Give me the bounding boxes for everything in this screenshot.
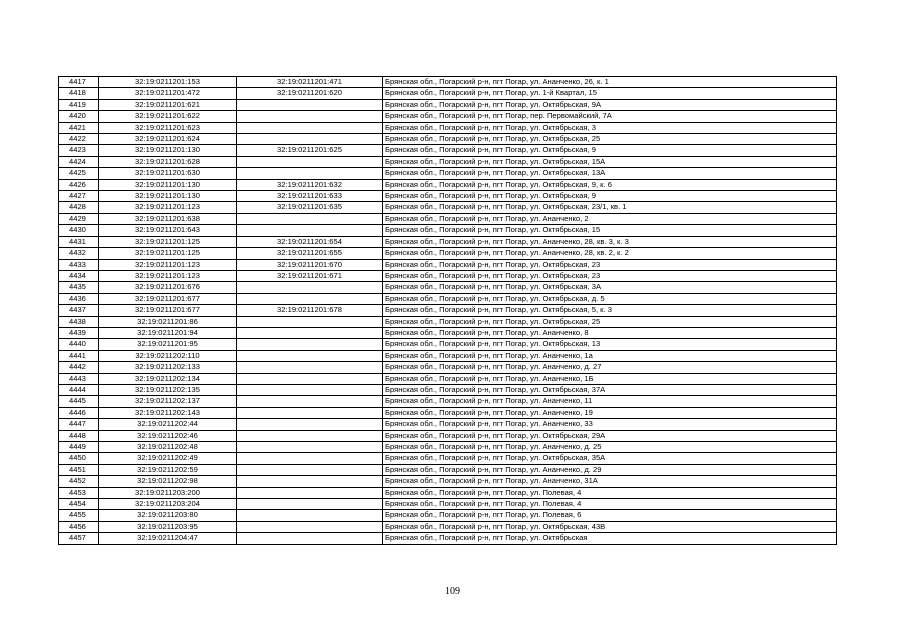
- cadastral-number-cell: 32:19:0211202:110: [99, 350, 237, 361]
- table-row: [59, 327, 837, 338]
- table-row: [59, 499, 837, 510]
- row-number-cell: 4433: [59, 259, 99, 270]
- address-cell: Брянская обл., Погарский р-н, пгт Погар, пер. Первомайский, 7А: [383, 111, 837, 122]
- linked-cadastral-number-cell: 32:19:0211201:670: [237, 259, 383, 270]
- table-row: [59, 248, 837, 259]
- table-row: [59, 202, 837, 213]
- registry-table: [58, 76, 837, 545]
- page-number: 109: [445, 586, 460, 597]
- cadastral-number-cell: 32:19:0211202:48: [99, 442, 237, 453]
- address-cell: Брянская обл., Погарский р-н, пгт Погар, ул. Октябрьская, 9: [383, 145, 837, 156]
- linked-cadastral-number-cell: [237, 407, 383, 418]
- table-row: [59, 407, 837, 418]
- address-cell: Брянская обл., Погарский р-н, пгт Погар, ул. Октябрьская, 15А: [383, 156, 837, 167]
- row-number-cell: 4424: [59, 156, 99, 167]
- address-cell: Брянская обл., Погарский р-н, пгт Погар, ул. Ананченко, 28, кв. 2, к. 2: [383, 248, 837, 259]
- cadastral-number-cell: 32:19:0211202:59: [99, 464, 237, 475]
- cadastral-number-cell: 32:19:0211201:95: [99, 339, 237, 350]
- table-row: [59, 419, 837, 430]
- linked-cadastral-number-cell: 32:19:0211201:625: [237, 145, 383, 156]
- row-number-cell: 4455: [59, 510, 99, 521]
- cadastral-number-cell: 32:19:0211201:123: [99, 259, 237, 270]
- row-number-cell: 4417: [59, 77, 99, 88]
- row-number-cell: 4441: [59, 350, 99, 361]
- address-cell: Брянская обл., Погарский р-н, пгт Погар, ул. 1-й Квартал, 15: [383, 88, 837, 99]
- table-row: [59, 99, 837, 110]
- cadastral-number-cell: 32:19:0211201:130: [99, 191, 237, 202]
- cadastral-number-cell: 32:19:0211201:472: [99, 88, 237, 99]
- cadastral-number-cell: 32:19:0211201:123: [99, 270, 237, 281]
- linked-cadastral-number-cell: [237, 419, 383, 430]
- linked-cadastral-number-cell: [237, 293, 383, 304]
- linked-cadastral-number-cell: 32:19:0211201:633: [237, 191, 383, 202]
- linked-cadastral-number-cell: [237, 384, 383, 395]
- table-row: [59, 270, 837, 281]
- table-row: [59, 122, 837, 133]
- cadastral-number-cell: 32:19:0211203:200: [99, 487, 237, 498]
- cadastral-number-cell: 32:19:0211201:153: [99, 77, 237, 88]
- row-number-cell: 4419: [59, 99, 99, 110]
- row-number-cell: 4440: [59, 339, 99, 350]
- address-cell: Брянская обл., Погарский р-н, пгт Погар, ул. Ананченко, д. 25: [383, 442, 837, 453]
- table-row: [59, 236, 837, 247]
- row-number-cell: 4453: [59, 487, 99, 498]
- linked-cadastral-number-cell: [237, 430, 383, 441]
- linked-cadastral-number-cell: [237, 99, 383, 110]
- cadastral-number-cell: 32:19:0211203:80: [99, 510, 237, 521]
- cadastral-number-cell: 32:19:0211201:624: [99, 134, 237, 145]
- linked-cadastral-number-cell: 32:19:0211201:632: [237, 179, 383, 190]
- address-cell: Брянская обл., Погарский р-н, пгт Погар, ул. Ананченко, 2: [383, 213, 837, 224]
- address-cell: Брянская обл., Погарский р-н, пгт Погар, ул. Октябрьская, 15: [383, 225, 837, 236]
- linked-cadastral-number-cell: [237, 225, 383, 236]
- linked-cadastral-number-cell: [237, 487, 383, 498]
- table-row: [59, 521, 837, 532]
- table-row: [59, 134, 837, 145]
- linked-cadastral-number-cell: 32:19:0211201:671: [237, 270, 383, 281]
- table-row: [59, 373, 837, 384]
- table-row: [59, 442, 837, 453]
- address-cell: Брянская обл., Погарский р-н, пгт Погар, ул. Ананченко, 31А: [383, 476, 837, 487]
- linked-cadastral-number-cell: 32:19:0211201:654: [237, 236, 383, 247]
- table-row: [59, 145, 837, 156]
- address-cell: Брянская обл., Погарский р-н, пгт Погар, ул. Октябрьская, 3А: [383, 282, 837, 293]
- row-number-cell: 4444: [59, 384, 99, 395]
- address-cell: Брянская обл., Погарский р-н, пгт Погар, ул. Октябрьская, 3: [383, 122, 837, 133]
- table-row: [59, 282, 837, 293]
- linked-cadastral-number-cell: [237, 499, 383, 510]
- row-number-cell: 4447: [59, 419, 99, 430]
- table-row: [59, 476, 837, 487]
- address-cell: Брянская обл., Погарский р-н, пгт Погар, ул. Полевая, 6: [383, 510, 837, 521]
- row-number-cell: 4439: [59, 327, 99, 338]
- row-number-cell: 4445: [59, 396, 99, 407]
- cadastral-number-cell: 32:19:0211201:677: [99, 293, 237, 304]
- linked-cadastral-number-cell: 32:19:0211201:678: [237, 305, 383, 316]
- row-number-cell: 4418: [59, 88, 99, 99]
- table-row: [59, 293, 837, 304]
- table-row: [59, 305, 837, 316]
- linked-cadastral-number-cell: [237, 453, 383, 464]
- row-number-cell: 4450: [59, 453, 99, 464]
- table-row: [59, 430, 837, 441]
- table-row: [59, 384, 837, 395]
- row-number-cell: 4429: [59, 213, 99, 224]
- address-cell: Брянская обл., Погарский р-н, пгт Погар, ул. Октябрьская, д. 5: [383, 293, 837, 304]
- linked-cadastral-number-cell: [237, 464, 383, 475]
- row-number-cell: 4454: [59, 499, 99, 510]
- linked-cadastral-number-cell: [237, 442, 383, 453]
- cadastral-number-cell: 32:19:0211201:123: [99, 202, 237, 213]
- linked-cadastral-number-cell: [237, 350, 383, 361]
- address-cell: Брянская обл., Погарский р-н, пгт Погар, ул. Ананченко, 8: [383, 327, 837, 338]
- address-cell: Брянская обл., Погарский р-н, пгт Погар, ул. Октябрьская, 35А: [383, 453, 837, 464]
- table-row: [59, 316, 837, 327]
- address-cell: Брянская обл., Погарский р-н, пгт Погар, ул. Октябрьская, 13А: [383, 168, 837, 179]
- cadastral-number-cell: 32:19:0211202:46: [99, 430, 237, 441]
- row-number-cell: 4435: [59, 282, 99, 293]
- row-number-cell: 4434: [59, 270, 99, 281]
- row-number-cell: 4432: [59, 248, 99, 259]
- address-cell: Брянская обл., Погарский р-н, пгт Погар, ул. Октябрьская, 9: [383, 191, 837, 202]
- row-number-cell: 4427: [59, 191, 99, 202]
- cadastral-number-cell: 32:19:0211201:676: [99, 282, 237, 293]
- cadastral-number-cell: 32:19:0211202:133: [99, 362, 237, 373]
- linked-cadastral-number-cell: [237, 316, 383, 327]
- row-number-cell: 4436: [59, 293, 99, 304]
- cadastral-number-cell: 32:19:0211201:621: [99, 99, 237, 110]
- address-cell: Брянская обл., Погарский р-н, пгт Погар, ул. Октябрьская, 25: [383, 134, 837, 145]
- address-cell: Брянская обл., Погарский р-н, пгт Погар, ул. Октябрьская, 9, к. 6: [383, 179, 837, 190]
- cadastral-number-cell: 32:19:0211201:643: [99, 225, 237, 236]
- linked-cadastral-number-cell: [237, 213, 383, 224]
- address-cell: Брянская обл., Погарский р-н, пгт Погар, ул. Ананченко, 1Б: [383, 373, 837, 384]
- row-number-cell: 4437: [59, 305, 99, 316]
- cadastral-number-cell: 32:19:0211201:677: [99, 305, 237, 316]
- table-row: [59, 259, 837, 270]
- linked-cadastral-number-cell: [237, 373, 383, 384]
- address-cell: Брянская обл., Погарский р-н, пгт Погар, ул. Полевая, 4: [383, 499, 837, 510]
- table-row: [59, 225, 837, 236]
- address-cell: Брянская обл., Погарский р-н, пгт Погар, ул. Ананченко, 11: [383, 396, 837, 407]
- cadastral-number-cell: 32:19:0211204:47: [99, 533, 237, 544]
- address-cell: Брянская обл., Погарский р-н, пгт Погар, ул. Ананченко, 28, кв. 3, к. 3: [383, 236, 837, 247]
- table-row: [59, 339, 837, 350]
- cadastral-number-cell: 32:19:0211201:630: [99, 168, 237, 179]
- linked-cadastral-number-cell: [237, 510, 383, 521]
- linked-cadastral-number-cell: [237, 327, 383, 338]
- cadastral-number-cell: 32:19:0211201:125: [99, 248, 237, 259]
- address-cell: Брянская обл., Погарский р-н, пгт Погар, ул. Октябрьская: [383, 533, 837, 544]
- row-number-cell: 4443: [59, 373, 99, 384]
- cadastral-number-cell: 32:19:0211203:204: [99, 499, 237, 510]
- table-row: [59, 191, 837, 202]
- table-row: [59, 533, 837, 544]
- row-number-cell: 4426: [59, 179, 99, 190]
- address-cell: Брянская обл., Погарский р-н, пгт Погар, ул. Октябрьская, 9А: [383, 99, 837, 110]
- cadastral-number-cell: 32:19:0211201:86: [99, 316, 237, 327]
- cadastral-number-cell: 32:19:0211202:134: [99, 373, 237, 384]
- row-number-cell: 4420: [59, 111, 99, 122]
- address-cell: Брянская обл., Погарский р-н, пгт Погар, ул. Октябрьская, 43В: [383, 521, 837, 532]
- table-row: [59, 156, 837, 167]
- cadastral-number-cell: 32:19:0211202:44: [99, 419, 237, 430]
- cadastral-number-cell: 32:19:0211202:98: [99, 476, 237, 487]
- address-cell: Брянская обл., Погарский р-н, пгт Погар, ул. Ананченко, д. 29: [383, 464, 837, 475]
- table-row: [59, 213, 837, 224]
- address-cell: Брянская обл., Погарский р-н, пгт Погар, ул. Ананченко, 19: [383, 407, 837, 418]
- address-cell: Брянская обл., Погарский р-н, пгт Погар, ул. Полевая, 4: [383, 487, 837, 498]
- linked-cadastral-number-cell: [237, 476, 383, 487]
- linked-cadastral-number-cell: [237, 168, 383, 179]
- row-number-cell: 4442: [59, 362, 99, 373]
- registry-table-body: [59, 77, 837, 545]
- linked-cadastral-number-cell: [237, 339, 383, 350]
- cadastral-number-cell: 32:19:0211203:95: [99, 521, 237, 532]
- linked-cadastral-number-cell: [237, 134, 383, 145]
- table-row: [59, 510, 837, 521]
- table-row: [59, 362, 837, 373]
- linked-cadastral-number-cell: [237, 282, 383, 293]
- table-row: [59, 464, 837, 475]
- cadastral-number-cell: 32:19:0211201:130: [99, 179, 237, 190]
- row-number-cell: 4431: [59, 236, 99, 247]
- row-number-cell: 4446: [59, 407, 99, 418]
- table-row: [59, 396, 837, 407]
- table-row: [59, 111, 837, 122]
- linked-cadastral-number-cell: [237, 533, 383, 544]
- row-number-cell: 4422: [59, 134, 99, 145]
- table-row: [59, 77, 837, 88]
- address-cell: Брянская обл., Погарский р-н, пгт Погар, ул. Ананченко, 1а: [383, 350, 837, 361]
- row-number-cell: 4438: [59, 316, 99, 327]
- cadastral-number-cell: 32:19:0211201:623: [99, 122, 237, 133]
- address-cell: Брянская обл., Погарский р-н, пгт Погар, ул. Октябрьская, 23: [383, 270, 837, 281]
- cadastral-number-cell: 32:19:0211202:135: [99, 384, 237, 395]
- cadastral-number-cell: 32:19:0211201:622: [99, 111, 237, 122]
- row-number-cell: 4452: [59, 476, 99, 487]
- address-cell: Брянская обл., Погарский р-н, пгт Погар, ул. Октябрьская, 5, к. 3: [383, 305, 837, 316]
- row-number-cell: 4449: [59, 442, 99, 453]
- address-cell: Брянская обл., Погарский р-н, пгт Погар, ул. Октябрьская, 25: [383, 316, 837, 327]
- address-cell: Брянская обл., Погарский р-н, пгт Погар, ул. Октябрьская, 37А: [383, 384, 837, 395]
- cadastral-number-cell: 32:19:0211201:130: [99, 145, 237, 156]
- row-number-cell: 4448: [59, 430, 99, 441]
- address-cell: Брянская обл., Погарский р-н, пгт Погар, ул. Ананченко, 33: [383, 419, 837, 430]
- table-row: [59, 350, 837, 361]
- address-cell: Брянская обл., Погарский р-н, пгт Погар, ул. Ананченко, д. 27: [383, 362, 837, 373]
- row-number-cell: 4456: [59, 521, 99, 532]
- linked-cadastral-number-cell: 32:19:0211201:635: [237, 202, 383, 213]
- row-number-cell: 4425: [59, 168, 99, 179]
- row-number-cell: 4423: [59, 145, 99, 156]
- row-number-cell: 4421: [59, 122, 99, 133]
- row-number-cell: 4430: [59, 225, 99, 236]
- cadastral-number-cell: 32:19:0211201:638: [99, 213, 237, 224]
- linked-cadastral-number-cell: [237, 396, 383, 407]
- linked-cadastral-number-cell: [237, 521, 383, 532]
- table-row: [59, 179, 837, 190]
- row-number-cell: 4457: [59, 533, 99, 544]
- cadastral-number-cell: 32:19:0211201:125: [99, 236, 237, 247]
- cadastral-number-cell: 32:19:0211201:94: [99, 327, 237, 338]
- table-row: [59, 88, 837, 99]
- cadastral-number-cell: 32:19:0211202:137: [99, 396, 237, 407]
- address-cell: Брянская обл., Погарский р-н, пгт Погар, ул. Октябрьская, 13: [383, 339, 837, 350]
- cadastral-number-cell: 32:19:0211202:143: [99, 407, 237, 418]
- linked-cadastral-number-cell: [237, 122, 383, 133]
- row-number-cell: 4428: [59, 202, 99, 213]
- table-row: [59, 453, 837, 464]
- address-cell: Брянская обл., Погарский р-н, пгт Погар, ул. Октябрьская, 29А: [383, 430, 837, 441]
- linked-cadastral-number-cell: 32:19:0211201:620: [237, 88, 383, 99]
- linked-cadastral-number-cell: 32:19:0211201:655: [237, 248, 383, 259]
- address-cell: Брянская обл., Погарский р-н, пгт Погар, ул. Октябрьская, 23/1, кв. 1: [383, 202, 837, 213]
- linked-cadastral-number-cell: [237, 156, 383, 167]
- linked-cadastral-number-cell: [237, 111, 383, 122]
- linked-cadastral-number-cell: [237, 362, 383, 373]
- address-cell: Брянская обл., Погарский р-н, пгт Погар, ул. Ананченко, 26, к. 1: [383, 77, 837, 88]
- address-cell: Брянская обл., Погарский р-н, пгт Погар, ул. Октябрьская, 23: [383, 259, 837, 270]
- table-row: [59, 168, 837, 179]
- cadastral-number-cell: 32:19:0211201:628: [99, 156, 237, 167]
- linked-cadastral-number-cell: 32:19:0211201:471: [237, 77, 383, 88]
- row-number-cell: 4451: [59, 464, 99, 475]
- table-row: [59, 487, 837, 498]
- cadastral-number-cell: 32:19:0211202:49: [99, 453, 237, 464]
